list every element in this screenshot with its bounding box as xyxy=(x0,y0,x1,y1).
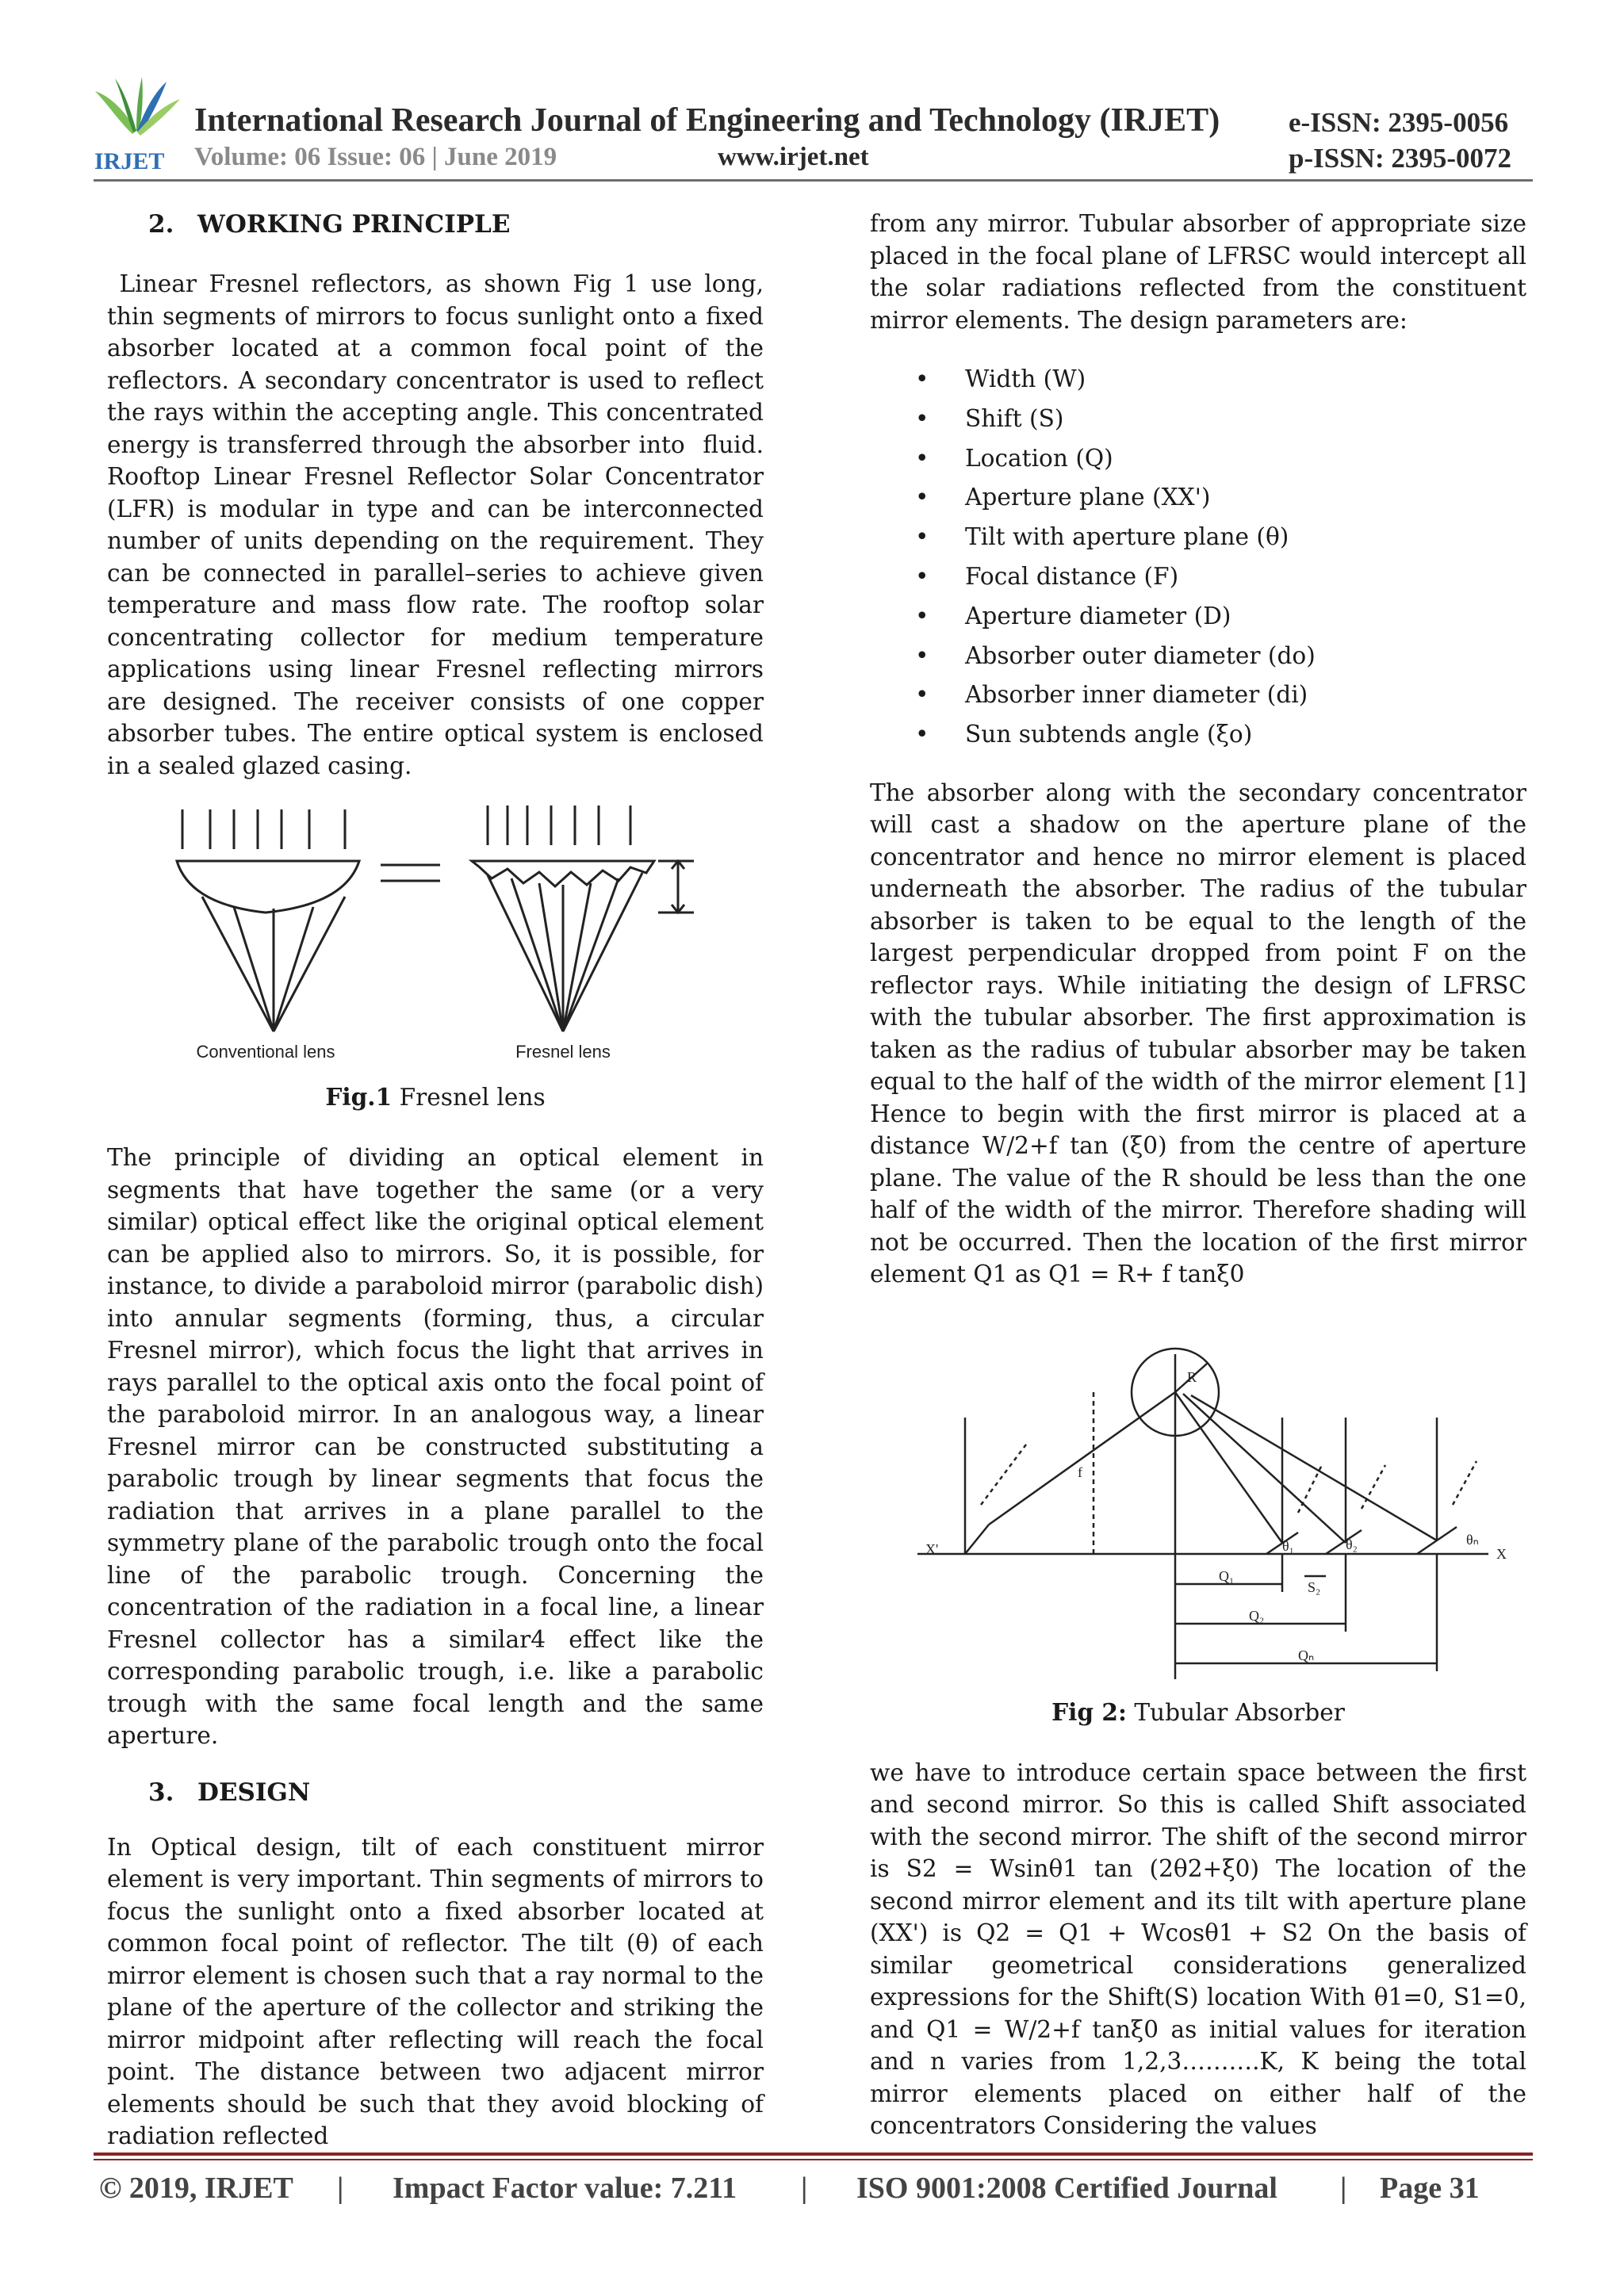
label-r: R xyxy=(1187,1368,1197,1385)
list-item: • Aperture diameter (D) xyxy=(870,597,1526,637)
list-item: • Location (Q) xyxy=(870,439,1526,479)
pissn: p-ISSN: 2395-0072 xyxy=(1289,143,1512,174)
bullet-icon: • xyxy=(915,484,929,511)
header-divider xyxy=(94,179,1533,182)
fresnel-lens-diagram xyxy=(107,806,764,1067)
section-number: 3. xyxy=(148,1777,174,1807)
caption-text: Tubular Absorber xyxy=(1126,1698,1345,1726)
bullet-icon: • xyxy=(915,404,929,432)
paragraph-design: In Optical design, tilt of each constituent mirror element is very important. Thin segments of mirrors to focus the sunlight onto a fixed absorber located at common focal point of reflector. The tilt (θ) of each mirror element is chosen such that a ray normal to the plane of the aperture of the collector and striking the mirror midpoint after reflecting will reach the focal point. The distance between two adjacent mirror elements should be such that they avoid blocking of radiation reflected xyxy=(107,1833,764,2149)
bullet-icon: • xyxy=(915,365,929,392)
label-x: X xyxy=(1496,1545,1507,1562)
caption-label: Fig 2: xyxy=(1051,1697,1127,1726)
bullet-icon: • xyxy=(915,562,929,590)
page-footer xyxy=(0,2145,1624,2295)
label-f: f xyxy=(1078,1464,1082,1480)
caption-text: Fresnel lens xyxy=(392,1084,546,1111)
list-item: • Focal distance (F) xyxy=(870,557,1526,597)
logo-leaves-icon xyxy=(95,77,180,136)
incoming-rays-right xyxy=(488,806,630,845)
list-item: • Sun subtends angle (ξo) xyxy=(870,715,1526,755)
list-item: • Width (W) xyxy=(870,360,1526,400)
list-item: • Absorber outer diameter (do) xyxy=(870,637,1526,676)
figure-1-caption xyxy=(107,1081,764,1113)
footer-separator: | xyxy=(1340,2172,1347,2205)
conventional-lens xyxy=(177,861,359,913)
footer-impact: Impact Factor value: 7.211 xyxy=(393,2172,737,2205)
paragraph-shadow: The absorber along with the secondary concentrator will cast a shadow on the aperture plane of the concentrator and hence no mirror element is placed underneath the absorber. The radius of the tubular absorber is taken to be equal to the length of the largest perpendicular dropped from point F on the reflector rays. While initiating the design of LFRSC with the tubular absorber. The first approximation is taken as the radius of tubular absorber may be taken equal to the half of the width of the mirror element [1] Hence to begin with the first mirror is placed at a distance W/2+f tan (ξ0) from the centre of aperture plane. The value of the R should be less than the one half of the width of the mirror. Therefore shading will not be occurred. Then the location of the first mirror element Q1 as Q1 = R+ f tanξ0 xyxy=(870,779,1526,1288)
section-heading-design xyxy=(107,1776,764,1809)
section-number: 2. xyxy=(148,210,174,239)
footer-divider-thin xyxy=(94,2159,1533,2160)
eissn: e-ISSN: 2395-0056 xyxy=(1289,107,1509,138)
bullet-icon: • xyxy=(915,641,929,669)
bullet-icon: • xyxy=(915,444,929,472)
fig1-label-conventional: Conventional lens xyxy=(196,1042,335,1062)
journal-website[interactable]: www.irjet.net xyxy=(718,143,869,171)
fresnel-lens xyxy=(472,861,654,886)
journal-title: International Research Journal of Engineering and Technology (IRJET) xyxy=(194,102,1220,139)
section-title: WORKING PRINCIPLE xyxy=(197,210,511,239)
page-header xyxy=(0,0,1624,182)
volume-issue: Volume: 06 Issue: 06 | June 2019 xyxy=(194,143,557,171)
bullet-icon: • xyxy=(915,721,929,748)
label-x-prime: X' xyxy=(925,1540,939,1557)
footer-copyright: © 2019, IRJET xyxy=(99,2172,293,2205)
caption-label: Fig.1 xyxy=(325,1083,393,1111)
paragraph-linear-fresnel: Linear Fresnel reflectors, as shown Fig 1 use long, thin segments of mirrors to focus sunlight onto a fixed absorber located at a common focal point of the reflectors. A secondary concentrator is used to reflect the rays within the accepting angle. This concentrated energy is transferred through the absorber into fluid. Rooftop Linear Fresnel Reflector Solar Concentrator (LFR) is modular in type and can be interconnected number of units depending on the requirement. They can be connected in parallel–series to achieve given temperature and mass flow rate. The rooftop solar concentrating collector for medium temperature applications using linear Fresnel reflecting mirrors are designed. The receiver consists of one copper absorber tubes. The entire optical system is enclosed in a sealed glazed casing. xyxy=(107,270,779,779)
section-title: DESIGN xyxy=(197,1777,311,1807)
label-q2: Q₂ xyxy=(1249,1607,1265,1624)
footer-divider xyxy=(94,2152,1533,2156)
irjet-logo xyxy=(91,75,182,174)
bullet-icon: • xyxy=(915,602,929,629)
footer-separator: | xyxy=(337,2172,344,2205)
list-item: • Shift (S) xyxy=(870,400,1526,439)
list-item: • Tilt with aperture plane (θ) xyxy=(870,518,1526,557)
right-column xyxy=(870,208,1526,2142)
paragraph-absorber-intercept: from any mirror. Tubular absorber of appropriate size placed in the focal plane of LFRSC would intercept all the solar radiations reflected from the constituent mirror elements. The design parameters are: xyxy=(870,210,1526,334)
paragraph-shift: we have to introduce certain space between the first and second mirror. So this is called Shift associated with the second mirror. The shift of the second mirror is S2 = Wsinθ1 tan (2θ2+ξ0) The location of the second mirror element and its tilt with aperture plane (XX') is Q2 = Q1 + Wcosθ1 + S2 On the basis of similar geometrical considerations generalized expressions for the Shift(S) location With θ1=0, S1=0, and Q1 = W/2+f tanξ0 as initial values for iteration and n varies from 1,2,3……….K, K being the total mirror elements placed on either half of the concentrators Considering the values xyxy=(870,1758,1526,2140)
fig1-label-fresnel: Fresnel lens xyxy=(515,1042,611,1062)
label-q1: Q₁ xyxy=(1219,1567,1235,1584)
bullet-icon: • xyxy=(915,523,929,551)
label-s2: S₂ xyxy=(1308,1578,1321,1595)
section-heading-working-principle xyxy=(107,208,764,241)
figure-2 xyxy=(870,1346,1526,1728)
tubular-absorber-diagram xyxy=(870,1346,1526,1695)
list-item: • Absorber inner diameter (di) xyxy=(870,675,1526,715)
label-theta1: θ₁ xyxy=(1282,1537,1294,1554)
footer-separator: | xyxy=(801,2172,808,2205)
label-thetan: θₙ xyxy=(1466,1531,1479,1548)
design-parameters-list xyxy=(870,360,1526,755)
figure-1 xyxy=(107,806,764,1113)
left-column xyxy=(107,208,779,2152)
footer-iso: ISO 9001:2008 Certified Journal xyxy=(856,2172,1277,2205)
bullet-icon: • xyxy=(915,681,929,709)
figure-2-caption xyxy=(870,1697,1526,1728)
incoming-rays-left xyxy=(182,809,345,849)
label-qn: Qₙ xyxy=(1298,1647,1315,1663)
paragraph-principle: The principle of dividing an optical element in segments that have together the same (or a very similar) optical effect like the original optical element can be applied also to mirrors. So, it is possible, for instance, to divide a paraboloid mirror (parabolic dish) into annular segments (forming, thus, a circular Fresnel mirror), which focus the light that arrives in rays parallel to the optical axis onto the focal point of the paraboloid mirror. In an analogous way, a linear Fresnel mirror can be constructed substituting a parabolic trough by linear segments that focus the radiation that arrives in a plane parallel to the symmetry plane of the parabolic trough onto the focal line of the parabolic trough. Concerning the concentration of the radiation in a focal line, a linear Fresnel collector has a similar4 effect like the corresponding parabolic trough, i.e. like a parabolic trough with the same focal length and the same aperture. xyxy=(107,1144,764,1749)
logo-text: IRJET xyxy=(94,148,165,174)
label-theta2: θ₂ xyxy=(1346,1536,1358,1552)
footer-page-number: Page 31 xyxy=(1380,2172,1480,2205)
list-item: • Aperture plane (XX') xyxy=(870,478,1526,518)
